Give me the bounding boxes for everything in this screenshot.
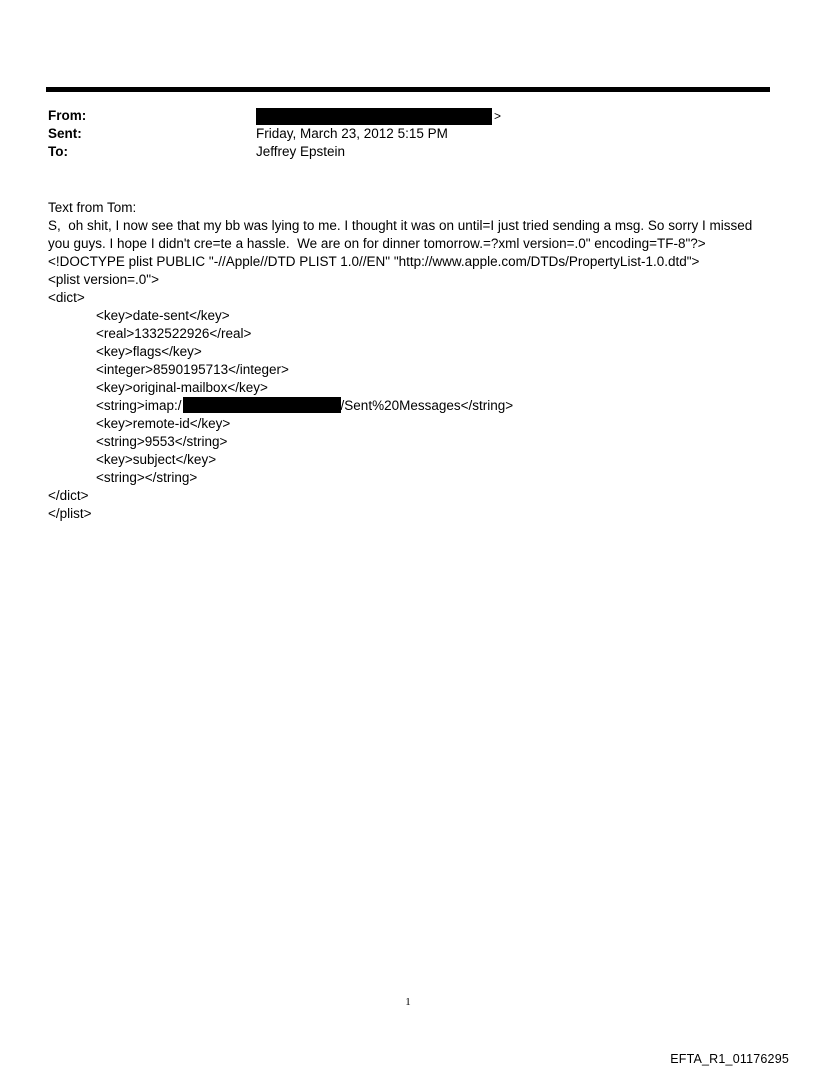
- to-value: Jeffrey Epstein: [256, 144, 346, 159]
- to-label: To:: [48, 144, 68, 159]
- sent-label: Sent:: [48, 126, 82, 141]
- plist-open: <plist version=.0">: [48, 272, 159, 287]
- from-label: From:: [48, 108, 87, 123]
- plist-line: <key>subject</key>: [96, 452, 217, 467]
- to-row: [48, 143, 748, 161]
- plist-line: <key>remote-id</key>: [96, 416, 231, 431]
- plist-line: <integer>8590195713</integer>: [96, 362, 289, 377]
- dict-open: <dict>: [48, 290, 85, 305]
- message-line: you guys. I hope I didn't cre=te a hassle. We are on for dinner tomorrow.=?xml version=.0" encoding=TF-8"?>: [48, 236, 706, 251]
- plist-line: <key>date-sent</key>: [96, 308, 230, 323]
- redaction-bar: [256, 108, 492, 125]
- from-row: [48, 107, 748, 125]
- imap-suffix: /Sent%20Messages</string>: [340, 398, 514, 413]
- from-suffix: >: [494, 109, 502, 123]
- from-value: [256, 107, 501, 125]
- plist-imap-line: [48, 397, 758, 415]
- plist-line: <real>1332522926</real>: [96, 326, 252, 341]
- dict-close: </dict>: [48, 488, 89, 503]
- document-id: EFTA_R1_01176295: [670, 1052, 789, 1066]
- header-rule: [46, 87, 770, 92]
- message-line: S, oh shit, I now see that my bb was lying to me. I thought it was on until=I just tried sending a msg. So sorry I missed: [48, 218, 753, 233]
- page-number: 1: [405, 996, 411, 1008]
- sent-row: [48, 125, 748, 143]
- plist-close: </plist>: [48, 506, 92, 521]
- plist-line: <string>9553</string>: [96, 434, 228, 449]
- plist-line: <key>original-mailbox</key>: [96, 380, 268, 395]
- body-intro: Text from Tom:: [48, 200, 137, 215]
- plist-line: <key>flags</key>: [96, 344, 202, 359]
- plist-line: <string></string>: [96, 470, 198, 485]
- sent-value: Friday, March 23, 2012 5:15 PM: [256, 126, 448, 141]
- email-header: [48, 107, 748, 161]
- plist-doctype: <!DOCTYPE plist PUBLIC "-//Apple//DTD PLIST 1.0//EN" "http://www.apple.com/DTDs/PropertyList-1.0.dtd">: [48, 254, 700, 269]
- email-body: [48, 199, 758, 523]
- redaction-bar: [183, 397, 341, 413]
- imap-prefix: <string>imap:/: [96, 398, 182, 413]
